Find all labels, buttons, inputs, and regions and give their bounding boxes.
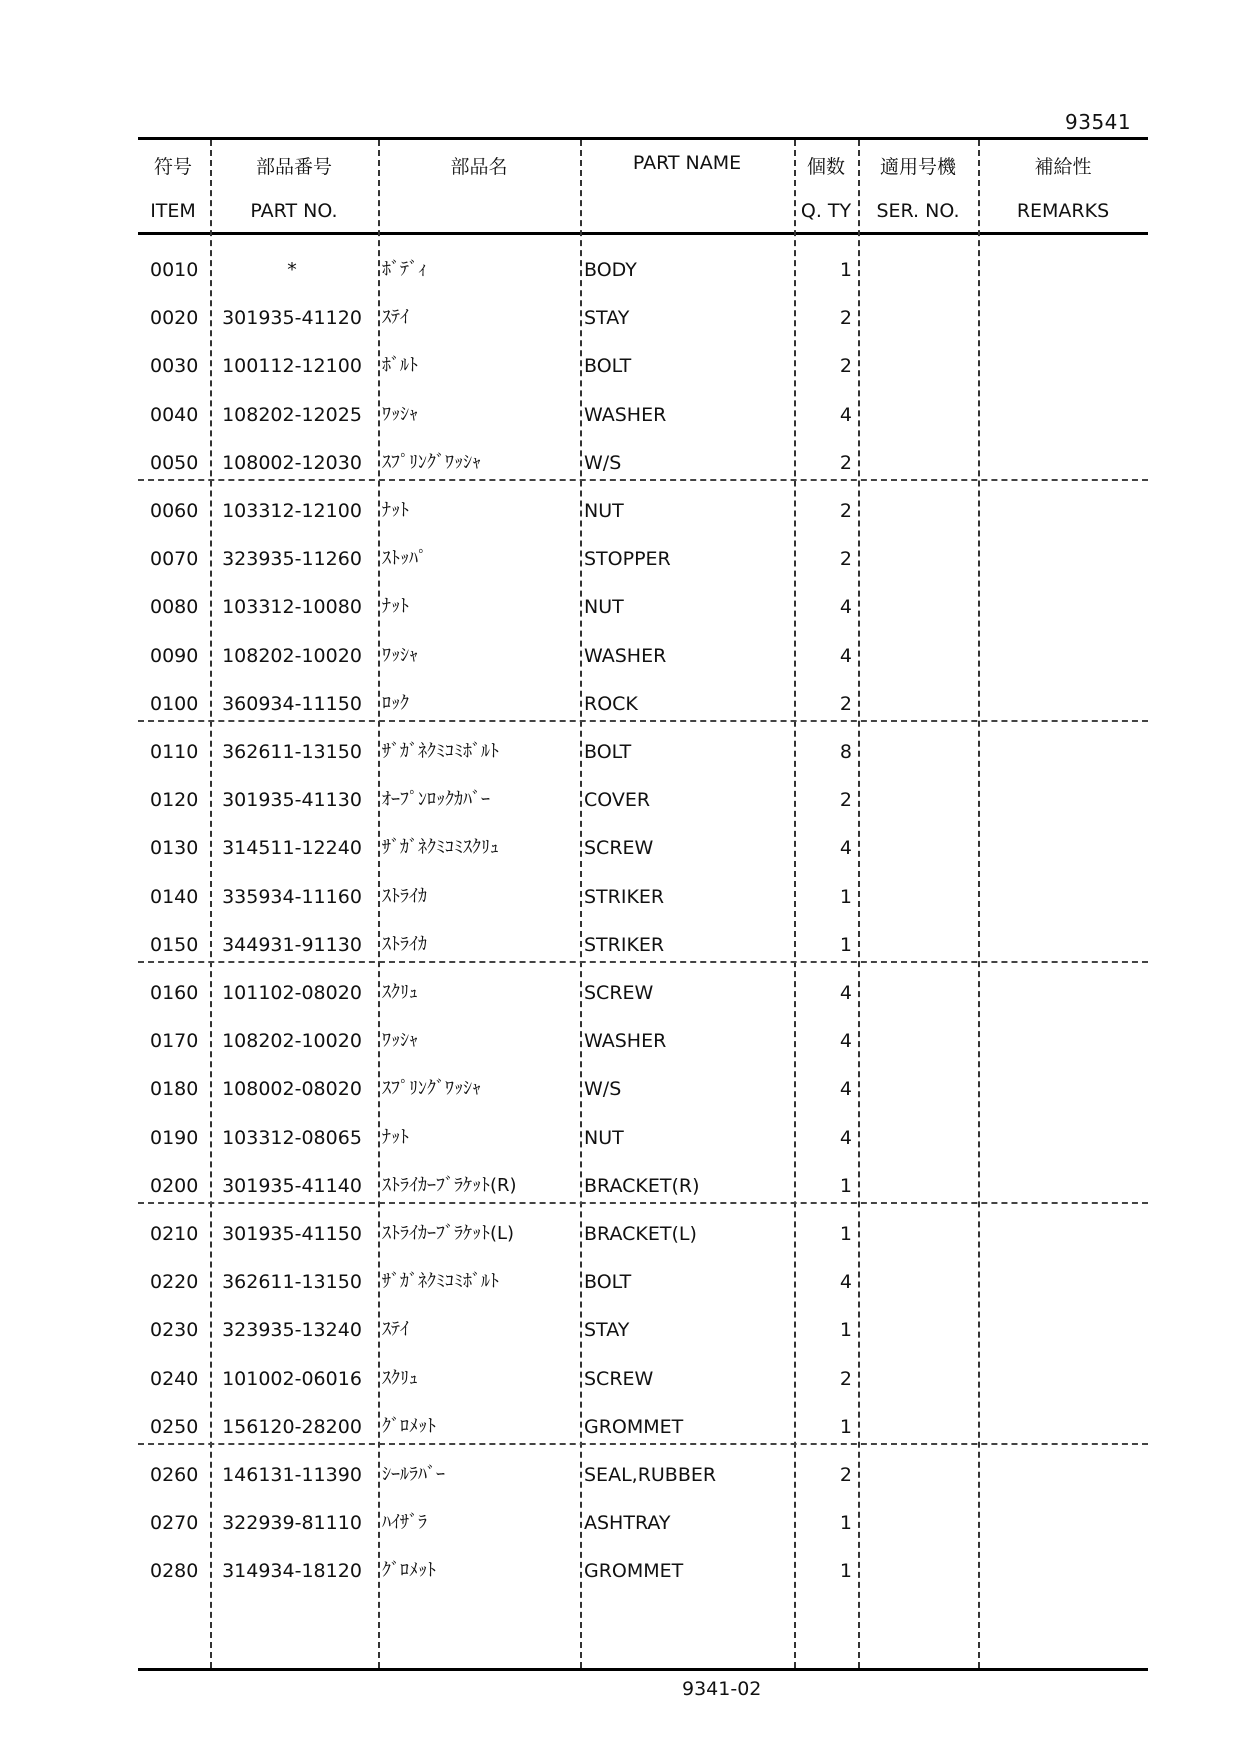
row-part-name-en: BOLT [584, 355, 632, 378]
row-item: 0040 [150, 403, 199, 426]
row-part-name-en: STAY [584, 307, 630, 330]
row-part-number: 301935-41150 [222, 1223, 362, 1245]
row-part-name-en: WASHER [584, 403, 667, 426]
row-quantity: 4 [839, 1271, 852, 1294]
row-part-name-ja: ｽﾄﾗｲｶｰﾌﾞﾗｹｯﾄ(L) [382, 1223, 515, 1244]
row-quantity: 4 [839, 644, 852, 667]
header-remarks-ja: 補給性 [1034, 156, 1092, 178]
row-part-name-ja: ｽﾄﾗｲｶｰﾌﾞﾗｹｯﾄ(R) [382, 1174, 517, 1196]
row-part-name-ja: ｽﾃｲ [382, 307, 409, 329]
top-rule [138, 137, 1148, 140]
row-part-name-en: NUT [584, 1126, 624, 1149]
row-item: 0140 [150, 885, 199, 908]
group-separator [138, 720, 1148, 722]
row-quantity: 1 [839, 1415, 852, 1438]
row-part-name-ja: ｽｸﾘｭ [382, 982, 418, 1003]
row-item: 0110 [150, 741, 199, 763]
row-quantity: 2 [839, 307, 852, 330]
row-part-name-ja: ﾜｯｼｬ [382, 1030, 418, 1052]
row-part-number: 323935-13240 [222, 1319, 362, 1342]
row-part-name-en: NUT [584, 500, 624, 522]
row-part-number: 103312-12100 [222, 500, 362, 522]
column-divider [794, 140, 796, 1668]
row-part-number: 335934-11160 [222, 885, 362, 908]
row-quantity: 1 [839, 1223, 852, 1245]
row-part-name-en: WASHER [584, 1030, 667, 1053]
row-part-number: 108202-12025 [222, 403, 362, 426]
row-part-number: 156120-28200 [222, 1415, 362, 1438]
row-quantity: 1 [839, 1560, 852, 1583]
header-rule [138, 232, 1148, 235]
row-item: 0280 [150, 1560, 199, 1583]
row-item: 0210 [150, 1223, 199, 1245]
row-part-number: 314934-18120 [222, 1560, 362, 1583]
row-item: 0030 [150, 355, 199, 378]
row-part-name-en: WASHER [584, 644, 667, 667]
row-quantity: 4 [839, 596, 852, 619]
row-item: 0190 [150, 1126, 199, 1149]
row-part-name-ja: ﾅｯﾄ [382, 500, 409, 521]
row-part-name-en: BODY [584, 259, 637, 281]
row-quantity: 4 [839, 1126, 852, 1149]
row-item: 0220 [150, 1271, 199, 1294]
row-part-name-en: SCREW [584, 837, 654, 860]
row-quantity: 4 [839, 982, 852, 1004]
row-part-name-en: SCREW [584, 982, 654, 1004]
row-part-name-en: ASHTRAY [584, 1512, 671, 1535]
row-part-name-ja: ｽﾄｯﾊﾟ [382, 548, 427, 570]
row-part-number: 362611-13150 [222, 741, 362, 763]
row-part-number: * [287, 259, 297, 281]
row-part-name-en: W/S [584, 451, 622, 474]
row-item: 0240 [150, 1367, 199, 1390]
row-quantity: 2 [839, 692, 852, 715]
row-item: 0060 [150, 500, 199, 522]
row-part-name-ja: ﾜｯｼｬ [382, 403, 418, 425]
row-part-name-en: SCREW [584, 1367, 654, 1390]
row-part-name-ja: ﾊｲｻﾞﾗ [382, 1512, 427, 1534]
row-part-name-en: GROMMET [584, 1415, 684, 1438]
row-part-number: 323935-11260 [222, 548, 362, 571]
row-quantity: 2 [839, 500, 852, 522]
row-part-number: 362611-13150 [222, 1271, 362, 1294]
row-item: 0260 [150, 1464, 199, 1486]
row-item: 0160 [150, 982, 199, 1004]
row-part-name-ja: ｽｸﾘｭ [382, 1367, 418, 1389]
row-quantity: 2 [839, 355, 852, 378]
header-serno-en: SER. NO. [876, 200, 960, 222]
row-part-number: 100112-12100 [222, 355, 362, 378]
row-item: 0180 [150, 1078, 199, 1101]
row-quantity: 1 [839, 1174, 852, 1197]
header-serno-ja: 適用号機 [879, 156, 956, 178]
row-item: 0150 [150, 933, 199, 956]
row-quantity: 1 [839, 259, 852, 281]
column-divider [978, 140, 980, 1668]
header-name-ja: 部品名 [450, 156, 508, 178]
row-item: 0100 [150, 692, 199, 715]
row-quantity: 2 [839, 451, 852, 474]
row-part-number: 108002-12030 [222, 451, 362, 474]
column-divider [580, 140, 582, 1668]
group-separator [138, 961, 1148, 963]
row-quantity: 1 [839, 885, 852, 908]
header-item-en: ITEM [150, 200, 196, 222]
row-part-name-ja: ｽﾌﾟﾘﾝｸﾞﾜｯｼｬ [382, 1078, 481, 1100]
row-item: 0080 [150, 596, 199, 619]
row-part-number: 146131-11390 [222, 1464, 362, 1486]
row-item: 0170 [150, 1030, 199, 1053]
row-part-number: 314511-12240 [222, 837, 362, 860]
row-part-number: 108202-10020 [222, 644, 362, 667]
row-quantity: 2 [839, 1464, 852, 1486]
header-item-ja: 符号 [153, 156, 192, 178]
row-part-name-ja: ｻﾞｶﾞﾈｸﾐｺﾐﾎﾞﾙﾄ [382, 1271, 499, 1293]
row-part-name-en: BOLT [584, 741, 632, 763]
row-part-number: 103312-10080 [222, 596, 362, 619]
row-part-name-ja: ｻﾞｶﾞﾈｸﾐｺﾐﾎﾞﾙﾄ [382, 741, 499, 762]
row-quantity: 2 [839, 548, 852, 571]
row-part-name-ja: ｼｰﾙﾗﾊﾞｰ [382, 1464, 445, 1485]
row-part-name-ja: ｽﾄﾗｲｶ [382, 885, 427, 907]
header-qty-ja: 個数 [806, 156, 845, 178]
row-part-name-ja: ﾎﾞﾃﾞｨ [382, 259, 427, 280]
row-part-name-en: STRIKER [584, 885, 665, 908]
bottom-rule [138, 1668, 1148, 1671]
row-part-number: 108002-08020 [222, 1078, 362, 1101]
row-part-name-en: W/S [584, 1078, 622, 1101]
row-part-name-en: COVER [584, 789, 651, 812]
row-part-name-en: GROMMET [584, 1560, 684, 1583]
row-part-name-en: BRACKET(R) [584, 1174, 700, 1197]
row-part-name-en: STRIKER [584, 933, 665, 956]
header-partno-ja: 部品番号 [255, 156, 332, 178]
row-part-name-ja: ｽﾄﾗｲｶ [382, 933, 427, 955]
column-divider [858, 140, 860, 1668]
group-separator [138, 1202, 1148, 1204]
row-part-number: 301935-41130 [222, 789, 362, 812]
row-part-name-en: NUT [584, 596, 624, 619]
row-item: 0130 [150, 837, 199, 860]
header-partno-en: PART NO. [250, 200, 338, 222]
group-separator [138, 479, 1148, 481]
header-name-en: PART NAME [632, 152, 742, 174]
row-part-name-en: SEAL,RUBBER [584, 1464, 717, 1486]
row-part-name-ja: ｽﾃｲ [382, 1319, 409, 1341]
row-part-number: 301935-41120 [222, 307, 362, 330]
row-quantity: 1 [839, 1512, 852, 1535]
column-divider [378, 140, 380, 1668]
row-item: 0020 [150, 307, 199, 330]
row-item: 0010 [150, 259, 199, 281]
row-quantity: 2 [839, 789, 852, 812]
row-part-name-en: STAY [584, 1319, 630, 1342]
row-part-number: 101002-06016 [222, 1367, 362, 1390]
row-quantity: 1 [839, 933, 852, 956]
page-number: 93541 [1065, 110, 1132, 134]
row-item: 0090 [150, 644, 199, 667]
header-remarks-en: REMARKS [1016, 200, 1110, 222]
row-part-number: 301935-41140 [222, 1174, 362, 1197]
header-qty-en: Q. TY [800, 200, 852, 222]
row-part-name-ja: ｻﾞｶﾞﾈｸﾐｺﾐｽｸﾘｭ [382, 837, 499, 859]
row-item: 0270 [150, 1512, 199, 1535]
row-quantity: 8 [839, 741, 852, 763]
row-quantity: 1 [839, 1319, 852, 1342]
row-part-name-ja: ﾅｯﾄ [382, 596, 409, 618]
row-item: 0120 [150, 789, 199, 812]
row-part-number: 103312-08065 [222, 1126, 362, 1149]
row-item: 0200 [150, 1174, 199, 1197]
row-item: 0050 [150, 451, 199, 474]
row-part-name-ja: ｸﾞﾛﾒｯﾄ [382, 1560, 436, 1582]
row-part-name-ja: ﾜｯｼｬ [382, 644, 418, 666]
row-part-number: 360934-11150 [222, 692, 362, 715]
row-part-name-en: STOPPER [584, 548, 671, 571]
row-part-number: 101102-08020 [222, 982, 362, 1004]
row-part-number: 344931-91130 [222, 933, 362, 956]
row-quantity: 2 [839, 1367, 852, 1390]
row-part-name-ja: ﾎﾞﾙﾄ [382, 355, 418, 377]
row-part-number: 108202-10020 [222, 1030, 362, 1053]
footer-code: 9341-02 [682, 1678, 762, 1700]
row-part-name-en: ROCK [584, 692, 638, 715]
group-separator [138, 1443, 1148, 1445]
row-part-name-ja: ﾛｯｸ [382, 692, 409, 714]
row-quantity: 4 [839, 1078, 852, 1101]
row-part-name-ja: ｸﾞﾛﾒｯﾄ [382, 1415, 436, 1437]
row-part-name-en: BRACKET(L) [584, 1223, 697, 1245]
row-part-name-ja: ｽﾌﾟﾘﾝｸﾞﾜｯｼｬ [382, 451, 481, 473]
row-part-number: 322939-81110 [222, 1512, 362, 1535]
row-item: 0250 [150, 1415, 199, 1438]
row-part-name-en: BOLT [584, 1271, 632, 1294]
row-part-name-ja: ｵｰﾌﾟﾝﾛｯｸｶﾊﾞｰ [382, 789, 490, 811]
row-item: 0230 [150, 1319, 199, 1342]
row-quantity: 4 [839, 1030, 852, 1053]
row-quantity: 4 [839, 837, 852, 860]
row-item: 0070 [150, 548, 199, 571]
row-part-name-ja: ﾅｯﾄ [382, 1126, 409, 1148]
row-quantity: 4 [839, 403, 852, 426]
